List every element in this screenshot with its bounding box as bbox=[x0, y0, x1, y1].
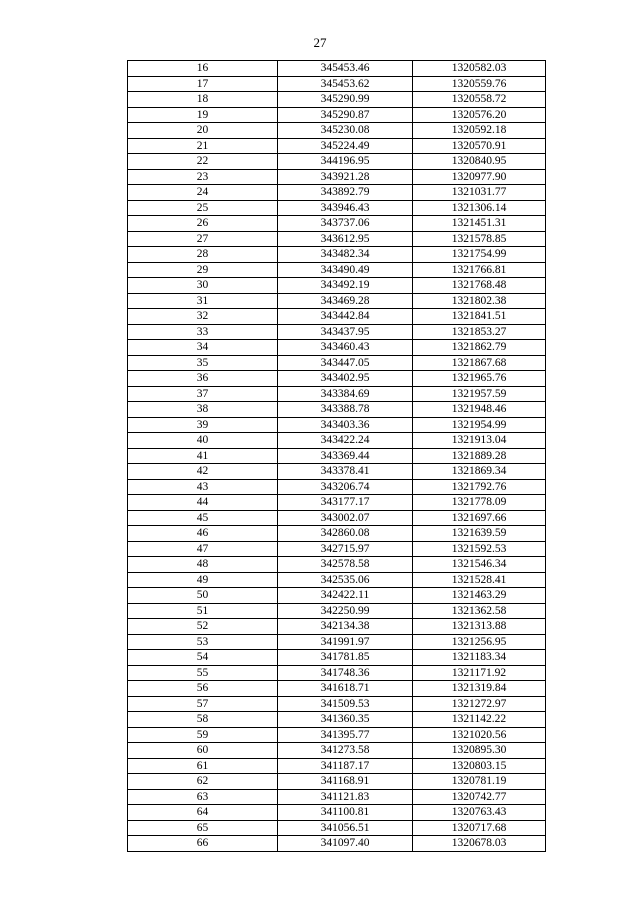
y-coordinate-cell: 1321766.81 bbox=[413, 262, 546, 278]
y-coordinate-cell: 1321862.79 bbox=[413, 340, 546, 356]
x-coordinate-cell: 343437.95 bbox=[278, 324, 413, 340]
x-coordinate-cell: 343447.05 bbox=[278, 355, 413, 371]
table-row bbox=[128, 603, 546, 619]
table-row bbox=[128, 634, 546, 650]
point-number-cell: 42 bbox=[128, 464, 278, 480]
point-number-cell: 41 bbox=[128, 448, 278, 464]
x-coordinate-cell: 341097.40 bbox=[278, 836, 413, 852]
y-coordinate-cell: 1321841.51 bbox=[413, 309, 546, 325]
table-row bbox=[128, 712, 546, 728]
point-number-cell: 55 bbox=[128, 665, 278, 681]
point-number-cell: 21 bbox=[128, 138, 278, 154]
table-row bbox=[128, 774, 546, 790]
table-row bbox=[128, 727, 546, 743]
y-coordinate-cell: 1321578.85 bbox=[413, 231, 546, 247]
table-row bbox=[128, 262, 546, 278]
table-row bbox=[128, 386, 546, 402]
x-coordinate-cell: 343482.34 bbox=[278, 247, 413, 263]
point-number-cell: 63 bbox=[128, 789, 278, 805]
y-coordinate-cell: 1321957.59 bbox=[413, 386, 546, 402]
x-coordinate-cell: 345230.08 bbox=[278, 123, 413, 139]
table-row bbox=[128, 247, 546, 263]
point-number-cell: 61 bbox=[128, 758, 278, 774]
table-row bbox=[128, 789, 546, 805]
table-row bbox=[128, 123, 546, 139]
point-number-cell: 38 bbox=[128, 402, 278, 418]
point-number-cell: 36 bbox=[128, 371, 278, 387]
x-coordinate-cell: 343442.84 bbox=[278, 309, 413, 325]
table-row bbox=[128, 526, 546, 542]
x-coordinate-cell: 341395.77 bbox=[278, 727, 413, 743]
point-number-cell: 49 bbox=[128, 572, 278, 588]
y-coordinate-cell: 1321697.66 bbox=[413, 510, 546, 526]
table-row bbox=[128, 665, 546, 681]
point-number-cell: 28 bbox=[128, 247, 278, 263]
point-number-cell: 33 bbox=[128, 324, 278, 340]
point-number-cell: 57 bbox=[128, 696, 278, 712]
table-row bbox=[128, 448, 546, 464]
y-coordinate-cell: 1320742.77 bbox=[413, 789, 546, 805]
x-coordinate-cell: 342578.58 bbox=[278, 557, 413, 573]
y-coordinate-cell: 1321792.76 bbox=[413, 479, 546, 495]
point-number-cell: 16 bbox=[128, 61, 278, 77]
x-coordinate-cell: 343612.95 bbox=[278, 231, 413, 247]
point-number-cell: 39 bbox=[128, 417, 278, 433]
table-row bbox=[128, 758, 546, 774]
coordinates-table-body bbox=[128, 61, 546, 852]
table-row bbox=[128, 278, 546, 294]
y-coordinate-cell: 1320678.03 bbox=[413, 836, 546, 852]
x-coordinate-cell: 345290.99 bbox=[278, 92, 413, 108]
x-coordinate-cell: 343402.95 bbox=[278, 371, 413, 387]
y-coordinate-cell: 1321546.34 bbox=[413, 557, 546, 573]
y-coordinate-cell: 1321754.99 bbox=[413, 247, 546, 263]
table-row bbox=[128, 293, 546, 309]
table-row bbox=[128, 340, 546, 356]
x-coordinate-cell: 343378.41 bbox=[278, 464, 413, 480]
table-row bbox=[128, 309, 546, 325]
point-number-cell: 54 bbox=[128, 650, 278, 666]
table-row bbox=[128, 200, 546, 216]
point-number-cell: 58 bbox=[128, 712, 278, 728]
x-coordinate-cell: 341781.85 bbox=[278, 650, 413, 666]
x-coordinate-cell: 341100.81 bbox=[278, 805, 413, 821]
y-coordinate-cell: 1321528.41 bbox=[413, 572, 546, 588]
x-coordinate-cell: 343422.24 bbox=[278, 433, 413, 449]
point-number-cell: 27 bbox=[128, 231, 278, 247]
x-coordinate-cell: 341187.17 bbox=[278, 758, 413, 774]
point-number-cell: 35 bbox=[128, 355, 278, 371]
coordinates-table bbox=[127, 60, 546, 852]
x-coordinate-cell: 342860.08 bbox=[278, 526, 413, 542]
point-number-cell: 25 bbox=[128, 200, 278, 216]
y-coordinate-cell: 1321183.34 bbox=[413, 650, 546, 666]
x-coordinate-cell: 341056.51 bbox=[278, 820, 413, 836]
x-coordinate-cell: 343490.49 bbox=[278, 262, 413, 278]
table-row bbox=[128, 231, 546, 247]
x-coordinate-cell: 343369.44 bbox=[278, 448, 413, 464]
point-number-cell: 40 bbox=[128, 433, 278, 449]
y-coordinate-cell: 1320576.20 bbox=[413, 107, 546, 123]
table-row bbox=[128, 464, 546, 480]
y-coordinate-cell: 1321778.09 bbox=[413, 495, 546, 511]
y-coordinate-cell: 1321853.27 bbox=[413, 324, 546, 340]
x-coordinate-cell: 341168.91 bbox=[278, 774, 413, 790]
y-coordinate-cell: 1320717.68 bbox=[413, 820, 546, 836]
y-coordinate-cell: 1321639.59 bbox=[413, 526, 546, 542]
table-row bbox=[128, 541, 546, 557]
table-row bbox=[128, 510, 546, 526]
table-row bbox=[128, 154, 546, 170]
table-row bbox=[128, 216, 546, 232]
table-row bbox=[128, 743, 546, 759]
x-coordinate-cell: 343892.79 bbox=[278, 185, 413, 201]
x-coordinate-cell: 342535.06 bbox=[278, 572, 413, 588]
x-coordinate-cell: 343403.36 bbox=[278, 417, 413, 433]
x-coordinate-cell: 341360.35 bbox=[278, 712, 413, 728]
point-number-cell: 17 bbox=[128, 76, 278, 92]
y-coordinate-cell: 1320559.76 bbox=[413, 76, 546, 92]
x-coordinate-cell: 345224.49 bbox=[278, 138, 413, 154]
y-coordinate-cell: 1321272.97 bbox=[413, 696, 546, 712]
table-row bbox=[128, 495, 546, 511]
y-coordinate-cell: 1321031.77 bbox=[413, 185, 546, 201]
x-coordinate-cell: 341991.97 bbox=[278, 634, 413, 650]
x-coordinate-cell: 343177.17 bbox=[278, 495, 413, 511]
x-coordinate-cell: 343388.78 bbox=[278, 402, 413, 418]
x-coordinate-cell: 343002.07 bbox=[278, 510, 413, 526]
x-coordinate-cell: 344196.95 bbox=[278, 154, 413, 170]
point-number-cell: 22 bbox=[128, 154, 278, 170]
table-row bbox=[128, 402, 546, 418]
point-number-cell: 51 bbox=[128, 603, 278, 619]
y-coordinate-cell: 1321913.04 bbox=[413, 433, 546, 449]
table-row bbox=[128, 588, 546, 604]
x-coordinate-cell: 343460.43 bbox=[278, 340, 413, 356]
y-coordinate-cell: 1320558.72 bbox=[413, 92, 546, 108]
y-coordinate-cell: 1321319.84 bbox=[413, 681, 546, 697]
point-number-cell: 60 bbox=[128, 743, 278, 759]
point-number-cell: 48 bbox=[128, 557, 278, 573]
point-number-cell: 24 bbox=[128, 185, 278, 201]
y-coordinate-cell: 1321451.31 bbox=[413, 216, 546, 232]
x-coordinate-cell: 343469.28 bbox=[278, 293, 413, 309]
y-coordinate-cell: 1320763.43 bbox=[413, 805, 546, 821]
y-coordinate-cell: 1320895.30 bbox=[413, 743, 546, 759]
y-coordinate-cell: 1321592.53 bbox=[413, 541, 546, 557]
point-number-cell: 47 bbox=[128, 541, 278, 557]
table-row bbox=[128, 557, 546, 573]
x-coordinate-cell: 341748.36 bbox=[278, 665, 413, 681]
y-coordinate-cell: 1321965.76 bbox=[413, 371, 546, 387]
point-number-cell: 18 bbox=[128, 92, 278, 108]
table-row bbox=[128, 805, 546, 821]
point-number-cell: 62 bbox=[128, 774, 278, 790]
y-coordinate-cell: 1321313.88 bbox=[413, 619, 546, 635]
table-row bbox=[128, 417, 546, 433]
x-coordinate-cell: 341121.83 bbox=[278, 789, 413, 805]
table-row bbox=[128, 696, 546, 712]
table-row bbox=[128, 76, 546, 92]
point-number-cell: 50 bbox=[128, 588, 278, 604]
y-coordinate-cell: 1320803.15 bbox=[413, 758, 546, 774]
table-row bbox=[128, 185, 546, 201]
y-coordinate-cell: 1321142.22 bbox=[413, 712, 546, 728]
point-number-cell: 65 bbox=[128, 820, 278, 836]
point-number-cell: 59 bbox=[128, 727, 278, 743]
table-row bbox=[128, 681, 546, 697]
y-coordinate-cell: 1320592.18 bbox=[413, 123, 546, 139]
x-coordinate-cell: 341509.53 bbox=[278, 696, 413, 712]
point-number-cell: 19 bbox=[128, 107, 278, 123]
y-coordinate-cell: 1321020.56 bbox=[413, 727, 546, 743]
x-coordinate-cell: 343492.19 bbox=[278, 278, 413, 294]
table-row bbox=[128, 650, 546, 666]
y-coordinate-cell: 1321362.58 bbox=[413, 603, 546, 619]
point-number-cell: 26 bbox=[128, 216, 278, 232]
x-coordinate-cell: 342134.38 bbox=[278, 619, 413, 635]
point-number-cell: 64 bbox=[128, 805, 278, 821]
point-number-cell: 52 bbox=[128, 619, 278, 635]
point-number-cell: 31 bbox=[128, 293, 278, 309]
point-number-cell: 37 bbox=[128, 386, 278, 402]
table-row bbox=[128, 324, 546, 340]
table-row bbox=[128, 92, 546, 108]
y-coordinate-cell: 1321171.92 bbox=[413, 665, 546, 681]
y-coordinate-cell: 1321954.99 bbox=[413, 417, 546, 433]
x-coordinate-cell: 341273.58 bbox=[278, 743, 413, 759]
point-number-cell: 20 bbox=[128, 123, 278, 139]
point-number-cell: 66 bbox=[128, 836, 278, 852]
point-number-cell: 43 bbox=[128, 479, 278, 495]
point-number-cell: 56 bbox=[128, 681, 278, 697]
y-coordinate-cell: 1320840.95 bbox=[413, 154, 546, 170]
x-coordinate-cell: 345290.87 bbox=[278, 107, 413, 123]
x-coordinate-cell: 343206.74 bbox=[278, 479, 413, 495]
point-number-cell: 29 bbox=[128, 262, 278, 278]
page-number: 27 bbox=[313, 35, 327, 50]
y-coordinate-cell: 1321256.95 bbox=[413, 634, 546, 650]
y-coordinate-cell: 1320570.91 bbox=[413, 138, 546, 154]
point-number-cell: 53 bbox=[128, 634, 278, 650]
table-row bbox=[128, 138, 546, 154]
x-coordinate-cell: 345453.46 bbox=[278, 61, 413, 77]
x-coordinate-cell: 343384.69 bbox=[278, 386, 413, 402]
table-row bbox=[128, 619, 546, 635]
y-coordinate-cell: 1320977.90 bbox=[413, 169, 546, 185]
x-coordinate-cell: 342250.99 bbox=[278, 603, 413, 619]
table-row bbox=[128, 169, 546, 185]
x-coordinate-cell: 345453.62 bbox=[278, 76, 413, 92]
point-number-cell: 32 bbox=[128, 309, 278, 325]
table-row bbox=[128, 371, 546, 387]
table-row bbox=[128, 572, 546, 588]
point-number-cell: 44 bbox=[128, 495, 278, 511]
y-coordinate-cell: 1321869.34 bbox=[413, 464, 546, 480]
x-coordinate-cell: 343921.28 bbox=[278, 169, 413, 185]
table-row bbox=[128, 355, 546, 371]
x-coordinate-cell: 343946.43 bbox=[278, 200, 413, 216]
x-coordinate-cell: 341618.71 bbox=[278, 681, 413, 697]
y-coordinate-cell: 1321802.38 bbox=[413, 293, 546, 309]
table-row bbox=[128, 820, 546, 836]
point-number-cell: 23 bbox=[128, 169, 278, 185]
y-coordinate-cell: 1321889.28 bbox=[413, 448, 546, 464]
y-coordinate-cell: 1320582.03 bbox=[413, 61, 546, 77]
point-number-cell: 46 bbox=[128, 526, 278, 542]
point-number-cell: 45 bbox=[128, 510, 278, 526]
y-coordinate-cell: 1320781.19 bbox=[413, 774, 546, 790]
point-number-cell: 34 bbox=[128, 340, 278, 356]
y-coordinate-cell: 1321463.29 bbox=[413, 588, 546, 604]
y-coordinate-cell: 1321306.14 bbox=[413, 200, 546, 216]
y-coordinate-cell: 1321867.68 bbox=[413, 355, 546, 371]
table-row bbox=[128, 107, 546, 123]
x-coordinate-cell: 343737.06 bbox=[278, 216, 413, 232]
y-coordinate-cell: 1321948.46 bbox=[413, 402, 546, 418]
table-row bbox=[128, 61, 546, 77]
table-row bbox=[128, 433, 546, 449]
x-coordinate-cell: 342715.97 bbox=[278, 541, 413, 557]
table-row bbox=[128, 479, 546, 495]
table-row bbox=[128, 836, 546, 852]
y-coordinate-cell: 1321768.48 bbox=[413, 278, 546, 294]
x-coordinate-cell: 342422.11 bbox=[278, 588, 413, 604]
point-number-cell: 30 bbox=[128, 278, 278, 294]
